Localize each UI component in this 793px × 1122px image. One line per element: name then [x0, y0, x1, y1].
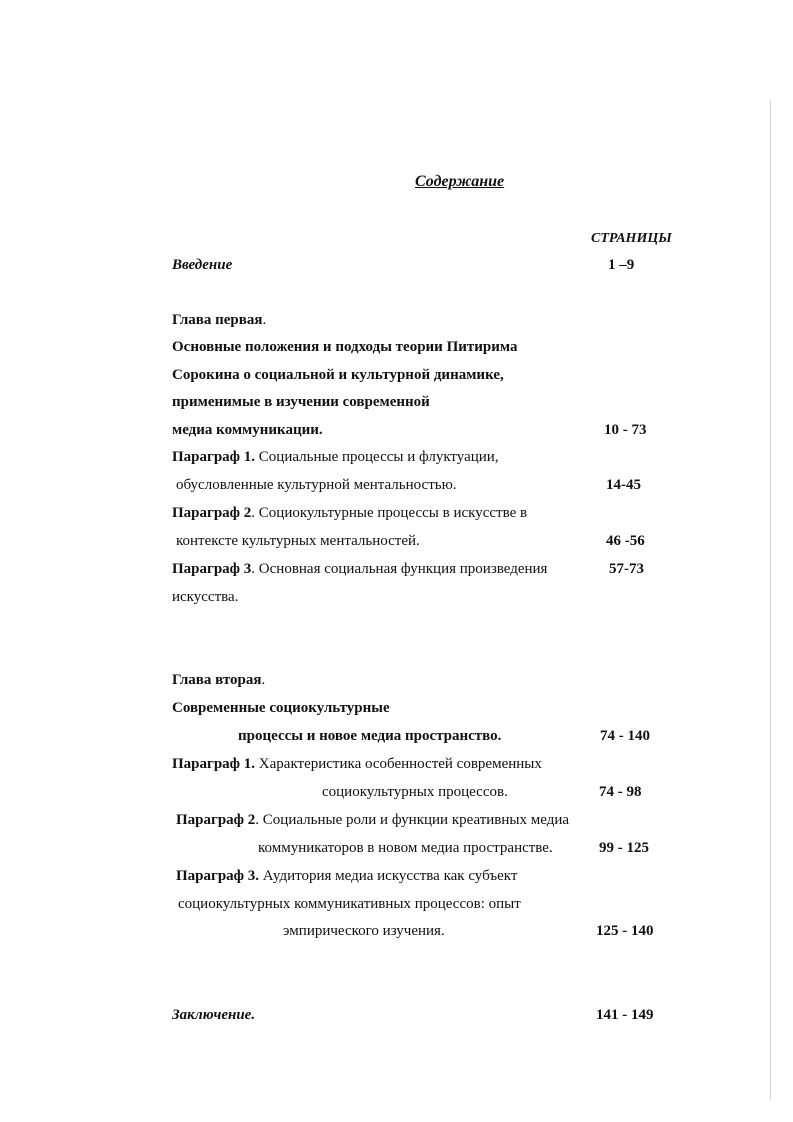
paragraph-label: Параграф 1.: [172, 449, 256, 465]
paragraph-text: Социальные процессы и флуктуации,: [258, 449, 499, 465]
chapter1-label-row: [172, 311, 266, 329]
chapter1-paragraph3: [172, 560, 547, 578]
pages-column-header: СТРАНИЦЫ: [591, 231, 672, 246]
paragraph-text: Аудитория медиа искусства как субъект: [262, 868, 518, 884]
paragraph-label: Параграф 3: [172, 561, 252, 577]
paragraph-pages: 125 - 140: [596, 923, 654, 939]
intro-label: Введение: [172, 257, 233, 273]
paragraph-text: коммуникаторов в новом медиа пространстве.: [258, 840, 553, 856]
chapter1-paragraph2: [172, 504, 527, 522]
paragraph-pages: 57-73: [609, 561, 644, 577]
chapter1-paragraph1: [172, 448, 499, 466]
chapter2-title-line: процессы и новое медиа пространство.: [238, 728, 502, 744]
paragraph-text: контексте культурных ментальностей.: [176, 533, 420, 549]
paragraph-text: . Основная социальная функция произведения: [251, 561, 548, 577]
paragraph-text: обусловленные культурной ментальностью.: [176, 477, 457, 493]
paragraph-text: эмпирического изучения.: [283, 923, 445, 939]
chapter2-label-row: [172, 671, 265, 689]
paragraph-label: Параграф 1.: [172, 756, 256, 772]
paragraph-pages: 74 - 98: [599, 784, 642, 800]
chapter2-paragraph2: [176, 811, 569, 829]
paragraph-pages: 46 -56: [606, 533, 645, 549]
toc-title: Содержание: [415, 173, 505, 190]
paragraph-pages: 99 - 125: [599, 840, 649, 856]
paragraph-label: Параграф 2: [176, 812, 256, 828]
conclusion-pages: 141 - 149: [596, 1007, 654, 1023]
paragraph-text: социокультурных коммуникативных процессов: опыт: [178, 896, 521, 912]
paragraph-label: Параграф 3.: [176, 868, 260, 884]
paragraph-text: Характеристика особенностей современных: [258, 756, 542, 772]
chapter2-pages: 74 - 140: [600, 728, 650, 744]
chapter1-label: Глава первая: [172, 312, 263, 328]
chapter2-label-dot: .: [261, 672, 266, 688]
chapter2-title-line: Современные социокультурные: [172, 700, 390, 716]
chapter2-paragraph3: [176, 867, 517, 885]
chapter1-title-line: медиа коммуникации.: [172, 422, 323, 438]
chapter1-pages: 10 - 73: [604, 422, 647, 438]
paragraph-text: искусства.: [172, 589, 239, 605]
paragraph-text: . Социокультурные процессы в искусстве в: [251, 505, 528, 521]
chapter2-label: Глава вторая: [172, 672, 262, 688]
intro-pages: 1 –9: [608, 257, 635, 273]
chapter1-title-line: Основные положения и подходы теории Питирима: [172, 339, 518, 355]
paragraph-text: социокультурных процессов.: [322, 784, 508, 800]
paragraph-label: Параграф 2: [172, 505, 252, 521]
chapter2-paragraph1: [172, 755, 542, 773]
chapter1-title-line: применимые в изучении современной: [172, 394, 430, 410]
conclusion-label: Заключение.: [172, 1007, 256, 1023]
scan-edge-line: [770, 100, 771, 1100]
chapter1-title-line: Сорокина о социальной и культурной динамике,: [172, 367, 504, 383]
paragraph-pages: 14-45: [606, 477, 641, 493]
paragraph-text: . Социальные роли и функции креативных медиа: [255, 812, 570, 828]
chapter1-label-dot: .: [262, 312, 267, 328]
